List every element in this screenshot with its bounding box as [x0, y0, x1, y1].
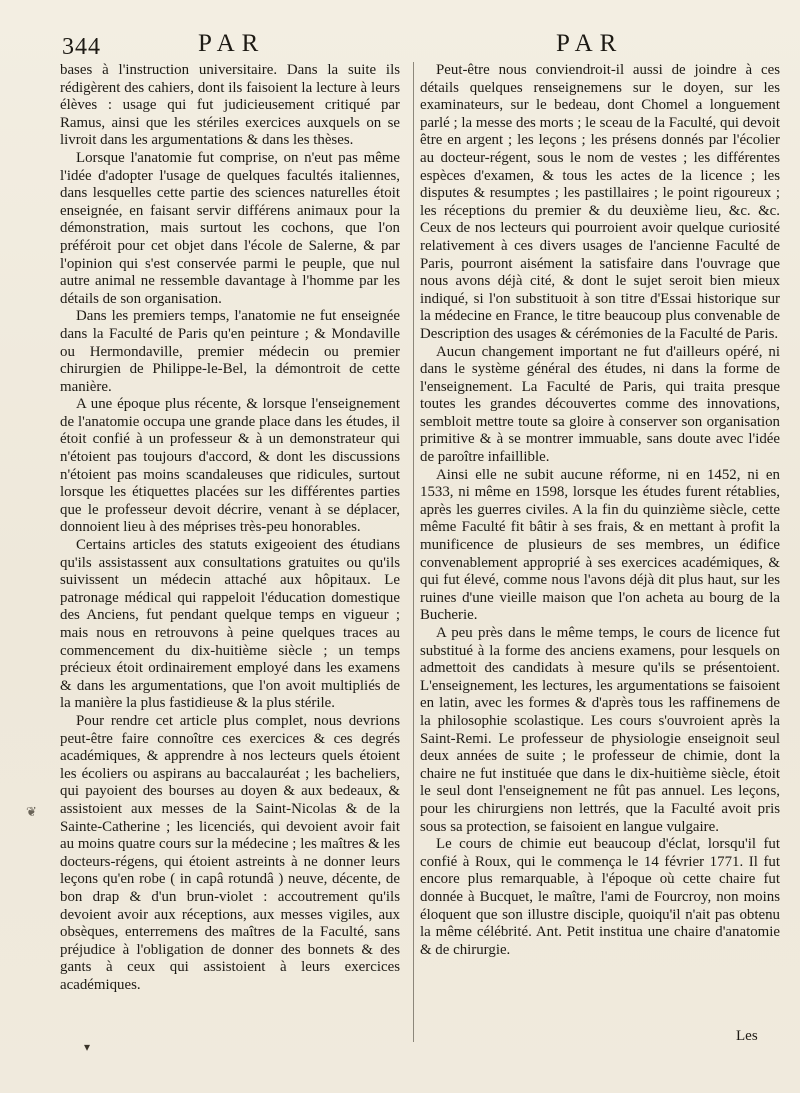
paragraph: Dans les premiers temps, l'anatomie ne fut enseignée dans la Faculté de Paris qu'en peinture ; & Mondaville ou Hermondaville, premier médecin ou premier chirurgien de Philippe-le-Bel, la démontroit de cette manière.	[60, 308, 400, 395]
paragraph: Aucun changement important ne fut d'ailleurs opéré, ni dans le système général des études, ni dans la forme de l'enseignement. La Faculté de Paris, qui traita presque toutes les grandes découvertes comme des innovations, sembloit mettre toute sa gloire à conserver son organisation primitive & à se montrer immuable, sans doute avec l'idée de paroître infaillible.	[420, 343, 780, 466]
left-column	[60, 62, 400, 994]
right-column	[420, 62, 780, 959]
page-number: 344	[62, 34, 101, 60]
paragraph: Ainsi elle ne subit aucune réforme, ni en 1452, ni en 1533, ni même en 1598, lorsque les études furent rétablies, après les guerres civiles. A la fin du quinzième siècle, cette même Faculté fit bâtir à ses frais, & en mettant à profit la munificence de plusieurs de ses membres, un édifice convenablement approprié à ses exercices académiques, & qui fut élevé, comme nous l'avons déjà dit plus haut, sur les ruines d'une vieille maison que l'on acheta au bourg de la Bucherie.	[420, 466, 780, 624]
ink-blot-mark: ❦	[26, 804, 37, 819]
paragraph: Le cours de chimie eut beaucoup d'éclat, lorsqu'il fut confié à Roux, qui le commença le 14 février 1771. Il fut encore plus remarquable, à l'époque où cette chaire fut donnée à Bucquet, le maître, l'ami de Fourcroy, non moins éloquent que son illustre disciple, quoiqu'il n'ait pas obtenu la même célébrité. Ant. Petit institua une chaire d'anatomie & de chirurgie.	[420, 836, 780, 958]
catchword: Les	[736, 1028, 758, 1044]
paragraph: Certains articles des statuts exigeoient des étudians qu'ils assistassent aux consultations gratuites ou qu'ils suivissent un médecin attaché aux hôpitaux. Le patronage médical qui rappeloit l'éducation domestique des Anciens, fut pendant quelque temps en vigueur ; mais nous en retrouvons à peine quelques traces au commencement du dix-huitième siècle ; un temps précieux étoit ordinairement employé dans les examens & dans les argumentations, que l'on avoit multipliés de la manière la plus fastidieuse & la plus stérile.	[60, 537, 400, 712]
paragraph: Peut-être nous conviendroit-il aussi de joindre à ces détails quelques renseignemens sur le doyen, sur les examinateurs, sur le bedeau, dont Chomel a longuement parlé ; la messe des morts ; le sceau de la Faculté, qui devoit être en argent ; les leçons ; les présens donnés par l'écolier au docteur-régent, sous le nom de vestes ; les différentes espèces d'examen, & tous les actes de la licence ; les disputes & resumptes ; les pastillaires ; le point rigoureux ; les réceptions du premier & du deuxième lieu, &c. &c. Ceux de nos lecteurs qui pourroient avoir quelque curiosité relativement à ces divers usages de l'ancienne Faculté de Paris, pourront aisément la satisfaire dans l'ouvrage que nous avons déjà cité, & dont le sujet seroit bien mieux indiqué, si l'on substituoit à son titre d'Essai historique sur la médecine en France, le titre beaucoup plus convenable de Description des usages & cérémonies de la Faculté de Paris.	[420, 62, 780, 342]
paragraph: Pour rendre cet article plus complet, nous devrions peut-être faire connoître ces exercices & ces degrés académiques, & apprendre à nos lecteurs quels étoient les écoliers ou aspirans au baccalauréat ; les bacheliers, qui payoient des bourses au doyen & aux bedeaux, & assistoient aux messes de la Saint-Nicolas & de la Sainte-Catherine ; les licenciés, qui devoient avoir fait au moins quatre cours sur la médecine ; les maîtres & les docteurs-régens, qui étoient astreints à ne donner leurs leçons qu'en robe ( in capâ rotundâ ) neuve, décente, de bon drap & d'un brun-violet : accoutrement qu'ils devoient avoir aux réceptions, aux messes vigiles, aux obsèques, enterremens des maîtres de la Faculté, sans préjudice à l'obligation de donner des bonnets & des gants à ceux qui assistoient à leurs exercices académiques.	[60, 712, 400, 993]
ink-dot-mark: ▾	[84, 1040, 91, 1054]
paragraph: Lorsque l'anatomie fut comprise, on n'eut pas même l'idée d'adopter l'usage de quelques facultés italiennes, dans lesquelles cette partie des sciences naturelles étoit enseignée, en faisant servir différens animaux pour la démonstration, mais surtout les cochons, que l'on préféroit pour cet objet dans l'école de Salerne, & par l'opinion qui s'est conservée parmi le peuple, que nul autre animal ne ressemble davantage à l'homme par les détails de son organisation.	[60, 149, 400, 307]
paragraph: A peu près dans le même temps, le cours de licence fut substitué à la forme des anciens examens, pour lesquels on admettoit des candidats à mesure qu'ils se présentoient. L'enseignement, les lectures, les argumentations se faisoient en latin, avec les formes & d'après tous les raffinemens de la philosophie scolastique. Les cours s'ouvroient après la Saint-Remi. Le professeur de physiologie enseignoit seul deux années de suite ; le professeur de chimie, dont la chaire ne fut instituée que dans le dix-huitième siècle, étoit le seul dont l'enseignement ne fût pas annuel. Les leçons, pour les chirurgiens non lettrés, que la Faculté avoit pris sous sa protection, se faisoient en langue vulgaire.	[420, 625, 780, 835]
paragraph: A une époque plus récente, & lorsque l'enseignement de l'anatomie occupa une grande place dans les études, il étoit confié à un professeur & à un demonstrateur qui n'étoient pas toujours d'accord, & dont les discussions n'étoient pas moins scandaleuses que ridicules, surtout lorsque les étiquettes placées sur les différentes parties que le professeur devoit décrire, venant à se déplacer, donnoient lieu à des méprises très-peu honorables.	[60, 396, 400, 536]
running-head-right: PAR	[556, 30, 624, 57]
paragraph: bases à l'instruction universitaire. Dans la suite ils rédigèrent des cahiers, dont ils faisoient la lecture à leurs élèves : usage qui fut judicieusement critiqué par Ramus, ainsi que les stériles exercices auxquels on se livroit dans les argumentations & dans les thèses.	[60, 62, 400, 149]
running-head-left: PAR	[198, 30, 266, 57]
column-divider	[413, 62, 414, 1042]
